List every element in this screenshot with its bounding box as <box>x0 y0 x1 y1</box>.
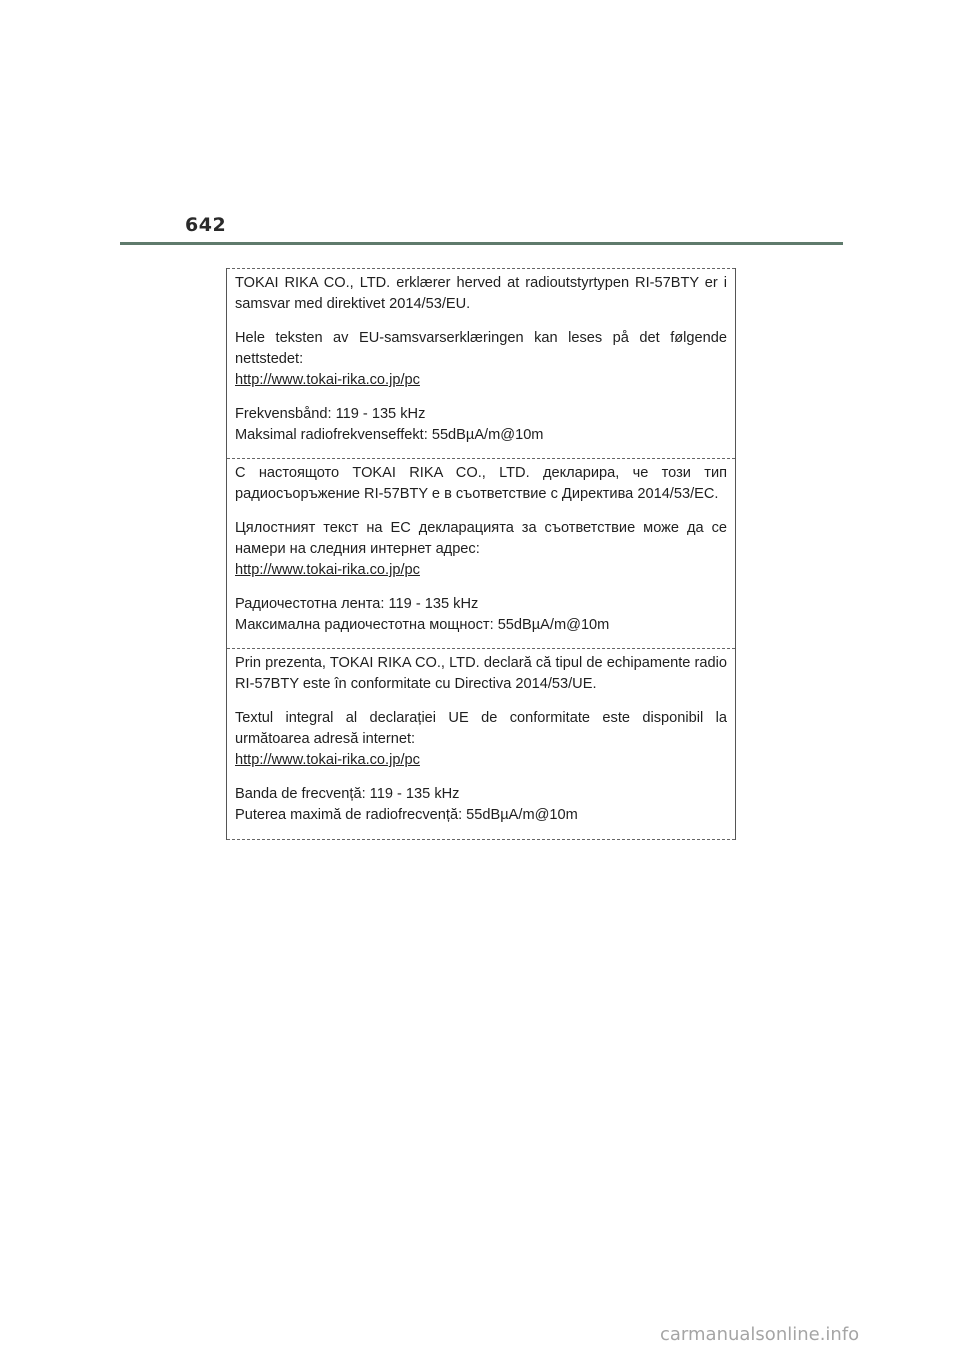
declaration-link[interactable]: http://www.tokai-rika.co.jp/pc <box>235 752 420 768</box>
fulltext-intro: Цялостният текст на ЕС декларацията за съответствие може да се намери на следния интернет адрес: <box>235 520 727 557</box>
max-power: Maksimal radiofrekvenseffekt: 55dBµA/m@10m <box>235 427 544 443</box>
declaration-text: Prin prezenta, TOKAI RIKA CO., LTD. declară că tipul de echipamente radio RI-57BTY este în conformitate cu Directiva 2014/53/UE. <box>235 655 727 692</box>
declaration-box <box>226 268 736 840</box>
declaration-section-bulgarian <box>227 458 735 648</box>
frequency-band: Радиочестотна лента: 119 - 135 kHz <box>235 596 479 612</box>
declaration-section-romanian <box>227 648 735 840</box>
fulltext-intro: Textul integral al declarației UE de conformitate este disponibil la următoarea adresă internet: <box>235 710 727 747</box>
declaration-section-norwegian <box>227 268 735 458</box>
declaration-text: С настоящото TOKAI RIKA CO., LTD. декларира, че този тип радиосъоръжение RI-57BTY е в съответствие с Директива 2014/53/ЕС. <box>235 465 727 502</box>
fulltext-intro: Hele teksten av EU-samsvarserklæringen kan leses på det følgende nettstedet: <box>235 330 727 367</box>
max-power: Максимална радиочестотна мощност: 55dBµA/m@10m <box>235 617 610 633</box>
page-number: 642 <box>185 214 227 236</box>
declaration-text: TOKAI RIKA CO., LTD. erklærer herved at radioutstyrtypen RI-57BTY er i samsvar med direktivet 2014/53/EU. <box>235 275 727 312</box>
watermark: carmanualsonline.info <box>660 1324 860 1345</box>
header-rule <box>120 242 843 245</box>
declaration-link[interactable]: http://www.tokai-rika.co.jp/pc <box>235 562 420 578</box>
frequency-band: Frekvensbånd: 119 - 135 kHz <box>235 406 426 422</box>
max-power: Puterea maximă de radiofrecvență: 55dBµA/m@10m <box>235 807 578 823</box>
frequency-band: Banda de frecvență: 119 - 135 kHz <box>235 786 460 802</box>
declaration-link[interactable]: http://www.tokai-rika.co.jp/pc <box>235 372 420 388</box>
